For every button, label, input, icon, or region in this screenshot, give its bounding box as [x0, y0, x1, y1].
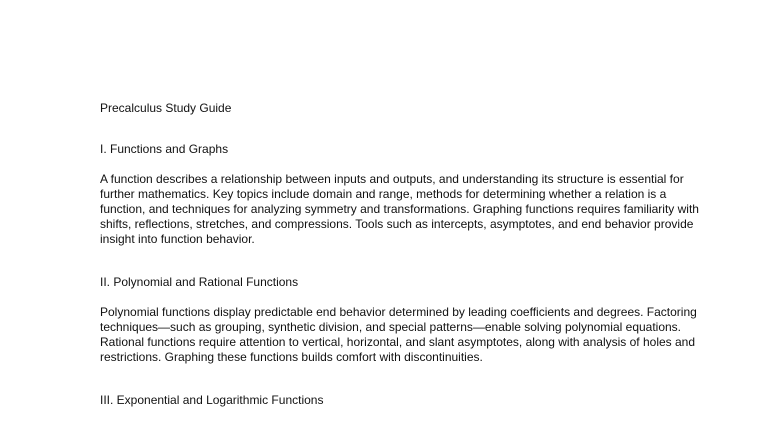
- section-heading-exponential-and-logarithmic: III. Exponential and Logarithmic Functions: [100, 393, 324, 407]
- section-body-polynomial-and-rational: Polynomial functions display predictable end behavior determined by leading coefficients and degrees. Factoring techniques—such as grouping, synthetic division, and special patterns—enable solving polynomial equations. Rational functions require attention to vertical, horizontal, and slant asymptotes, along with analysis of holes and restrictions. Graphing these functions builds comfort with discontinuities.: [100, 305, 697, 364]
- spacer: [100, 290, 700, 305]
- section-heading-polynomial-and-rational: II. Polynomial and Rational Functions: [100, 275, 299, 289]
- section-body-functions-and-graphs: A function describes a relationship between inputs and outputs, and understanding its structure is essential for further mathematics. Key topics include domain and range, methods for determining whether a relation is a function, and techniques for analyzing symmetry and transformations. Graphing functions requires familiarity with shifts, reflections, stretches, and compressions. Tools such as intercepts, asymptotes, and end behavior provide insight into function behavior.: [100, 172, 699, 246]
- spacer: [100, 365, 700, 392]
- document-content: [100, 100, 700, 408]
- section-heading-functions-and-graphs: I. Functions and Graphs: [100, 142, 229, 156]
- spacer: [100, 247, 700, 274]
- spacer: [100, 116, 700, 141]
- document-title: Precalculus Study Guide: [100, 101, 232, 115]
- spacer: [100, 157, 700, 172]
